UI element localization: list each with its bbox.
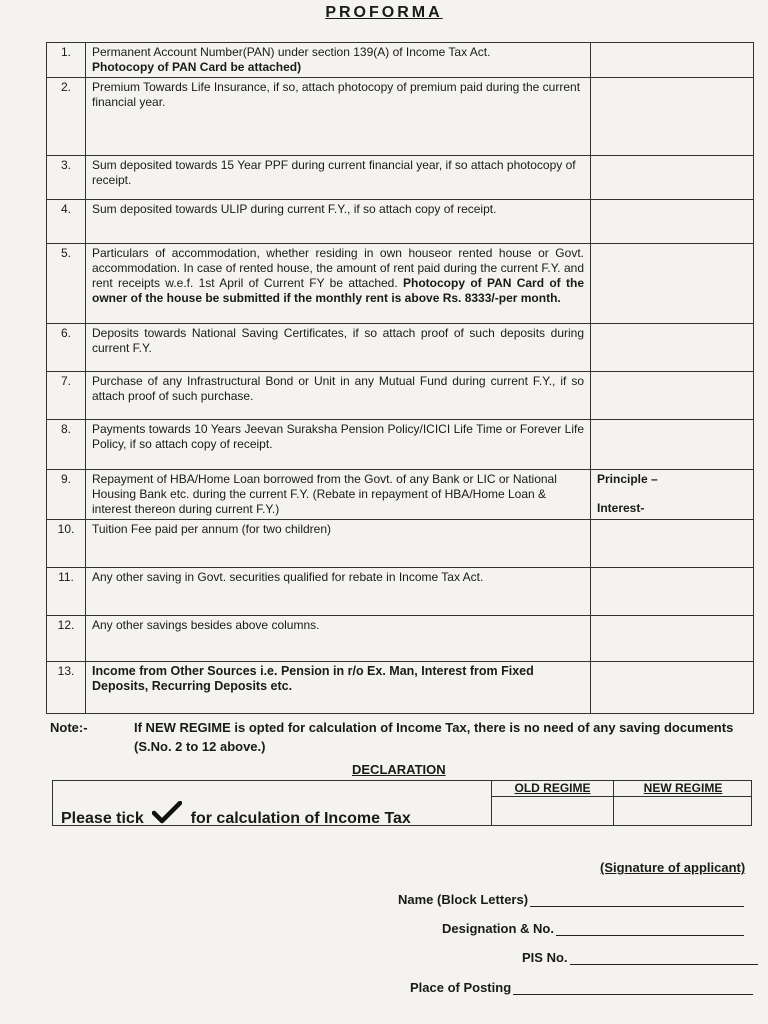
row-answer-cell[interactable]: [591, 78, 754, 156]
declaration-suffix: for calculation of Income Tax: [190, 810, 411, 827]
name-label: Name (Block Letters): [398, 892, 529, 907]
checkmark-icon: [152, 801, 182, 830]
interest-label: Interest-: [597, 501, 645, 515]
row-number: 5.: [47, 244, 86, 324]
row-answer-cell[interactable]: [591, 200, 754, 244]
row-number: 10.: [47, 520, 86, 568]
row-answer-cell[interactable]: [591, 470, 754, 520]
declaration-box: [52, 780, 752, 826]
row-answer-cell[interactable]: [591, 156, 754, 200]
row-number: 9.: [47, 470, 86, 520]
row-number: 2.: [47, 78, 86, 156]
row-description: Premium Towards Life Insurance, if so, attach photocopy of premium paid during the current financial year.: [86, 78, 591, 156]
posting-label: Place of Posting: [410, 980, 512, 995]
row-number: 3.: [47, 156, 86, 200]
row-bold-text: Photocopy of PAN Card of the owner of the house be submitted if the monthly rent is above Rs. 8333/-per month.: [92, 276, 584, 305]
old-regime-label: OLD REGIME: [492, 780, 613, 797]
note-text: If NEW REGIME is opted for calculation of Income Tax, there is no need of any saving documents (S.No. 2 to 12 above.): [134, 720, 734, 754]
table-row: [47, 78, 754, 156]
declaration-prefix: Please tick: [61, 810, 144, 827]
designation-line: [556, 934, 744, 936]
table-row: [47, 520, 754, 568]
designation-field[interactable]: [442, 921, 744, 936]
table-row: [47, 372, 754, 420]
proforma-table: [46, 42, 754, 714]
table-row: [47, 568, 754, 616]
new-regime-label: NEW REGIME: [614, 780, 752, 797]
row-description: Repayment of HBA/Home Loan borrowed from the Govt. of any Bank or LIC or National Housing Bank etc. during the current F.Y. (Rebate in repayment of HBA/Home Loan & interest thereon during current F.Y.): [86, 470, 591, 520]
table-row: [47, 200, 754, 244]
principle-label: Principle –: [597, 472, 658, 486]
row-number: 7.: [47, 372, 86, 420]
row-answer-cell[interactable]: [591, 616, 754, 662]
table-row: [47, 244, 754, 324]
declaration-statement: [61, 801, 411, 830]
row-answer-cell[interactable]: [591, 372, 754, 420]
table-row: [47, 420, 754, 470]
row-number: 11.: [47, 568, 86, 616]
new-regime-option[interactable]: [613, 780, 752, 825]
pis-field[interactable]: [522, 950, 758, 965]
row-number: 1.: [47, 43, 86, 78]
row-description: [86, 244, 591, 324]
row-description: Tuition Fee paid per annum (for two children): [86, 520, 591, 568]
page-title: PROFORMA: [325, 4, 443, 21]
row-number: 4.: [47, 200, 86, 244]
row-description: Purchase of any Infrastructural Bond or Unit in any Mutual Fund during current F.Y., if so attach proof of such purchase.: [86, 372, 591, 420]
row-description: Deposits towards National Saving Certificates, if so attach proof of such deposits during current F.Y.: [86, 324, 591, 372]
row-answer-cell[interactable]: [591, 43, 754, 78]
pis-label: PIS No.: [522, 950, 568, 965]
row-number: 8.: [47, 420, 86, 470]
row-number: 12.: [47, 616, 86, 662]
row-description: Income from Other Sources i.e. Pension in r/o Ex. Man, Interest from Fixed Deposits, Recurring Deposits etc.: [86, 662, 591, 714]
posting-field[interactable]: [410, 980, 753, 995]
table-row: [47, 324, 754, 372]
row-description: Any other saving in Govt. securities qualified for rebate in Income Tax Act.: [86, 568, 591, 616]
name-field[interactable]: [398, 892, 744, 907]
row-answer-cell[interactable]: [591, 568, 754, 616]
row-number: 6.: [47, 324, 86, 372]
table-row: [47, 470, 754, 520]
row-description: Sum deposited towards ULIP during current F.Y., if so attach copy of receipt.: [86, 200, 591, 244]
table-row: [47, 662, 754, 714]
pis-line: [570, 963, 758, 965]
declaration-title: DECLARATION: [352, 762, 446, 777]
row-answer-cell[interactable]: [591, 420, 754, 470]
posting-line: [513, 993, 753, 995]
name-line: [530, 905, 744, 907]
row-bold-text: Photocopy of PAN Card be attached): [92, 60, 302, 74]
signature-label: (Signature of applicant): [600, 860, 746, 875]
row-number: 13.: [47, 662, 86, 714]
table-row: [47, 43, 754, 78]
row-description: Any other savings besides above columns.: [86, 616, 591, 662]
table-row: [47, 156, 754, 200]
regime-options: [491, 780, 752, 826]
row-answer-cell[interactable]: [591, 520, 754, 568]
table-row: [47, 616, 754, 662]
note-label: Note:-: [50, 720, 88, 735]
row-description: [86, 43, 591, 78]
row-answer-cell[interactable]: [591, 244, 754, 324]
row-description: Payments towards 10 Years Jeevan Suraksha Pension Policy/ICICI Life Time or Forever Life Policy, if so attach copy of receipt.: [86, 420, 591, 470]
old-regime-option[interactable]: [491, 780, 613, 825]
row-text: Particulars of accommodation, whether residing in own houseor rented house or Govt. accommodation. In case of rented house, the amount of rent paid during the current F.Y. and rent receipts w.e.f. 1st April of Current FY be attached.: [92, 246, 584, 290]
designation-label: Designation & No.: [442, 921, 554, 936]
row-text: Permanent Account Number(PAN) under section 139(A) of Income Tax Act.: [92, 45, 491, 59]
row-answer-cell[interactable]: [591, 324, 754, 372]
row-answer-cell[interactable]: [591, 662, 754, 714]
row-description: Sum deposited towards 15 Year PPF during current financial year, if so attach photocopy of receipt.: [86, 156, 591, 200]
